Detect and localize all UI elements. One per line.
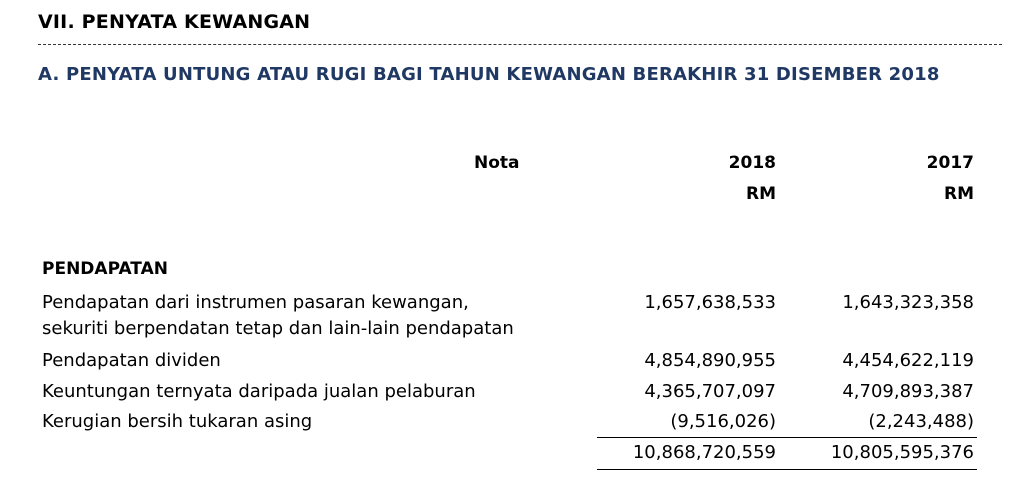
value-2017: 4,454,622,119 xyxy=(842,350,974,371)
row-label: Keuntungan ternyata daripada jualan pelaburan xyxy=(42,381,476,402)
section-title: VII. PENYATA KEWANGAN xyxy=(38,11,311,33)
value-2017: (2,243,488) xyxy=(868,411,974,432)
year-2017-header: 2017 xyxy=(926,153,974,173)
statement-subtitle: A. PENYATA UNTUNG ATAU RUGI BAGI TAHUN KEWANGAN BERAKHIR 31 DISEMBER 2018 xyxy=(38,64,940,85)
dashed-divider xyxy=(38,44,1002,45)
value-2018: (9,516,026) xyxy=(670,411,776,432)
value-2018: 4,854,890,955 xyxy=(644,350,776,371)
income-heading: PENDAPATAN xyxy=(42,259,168,279)
currency-2018-header: RM xyxy=(745,184,776,204)
currency-2017-header: RM xyxy=(943,184,974,204)
total-rule xyxy=(597,469,977,470)
nota-header: Nota xyxy=(474,153,520,173)
row-label: Kerugian bersih tukaran asing xyxy=(42,411,313,432)
year-2018-header: 2018 xyxy=(728,153,776,173)
value-2018: 4,365,707,097 xyxy=(644,381,776,402)
row-label: Pendapatan dividen xyxy=(42,350,221,371)
value-2017: 1,643,323,358 xyxy=(842,292,974,313)
value-2017: 4,709,893,387 xyxy=(842,381,974,402)
total-2018: 10,868,720,559 xyxy=(632,442,776,463)
value-2018: 1,657,638,533 xyxy=(644,292,776,313)
row-label-continued: sekuriti berpendatan tetap dan lain-lain pendapatan xyxy=(42,318,514,339)
subtotal-rule xyxy=(597,437,977,438)
row-label: Pendapatan dari instrumen pasaran kewangan, xyxy=(42,292,469,313)
total-2017: 10,805,595,376 xyxy=(830,442,974,463)
